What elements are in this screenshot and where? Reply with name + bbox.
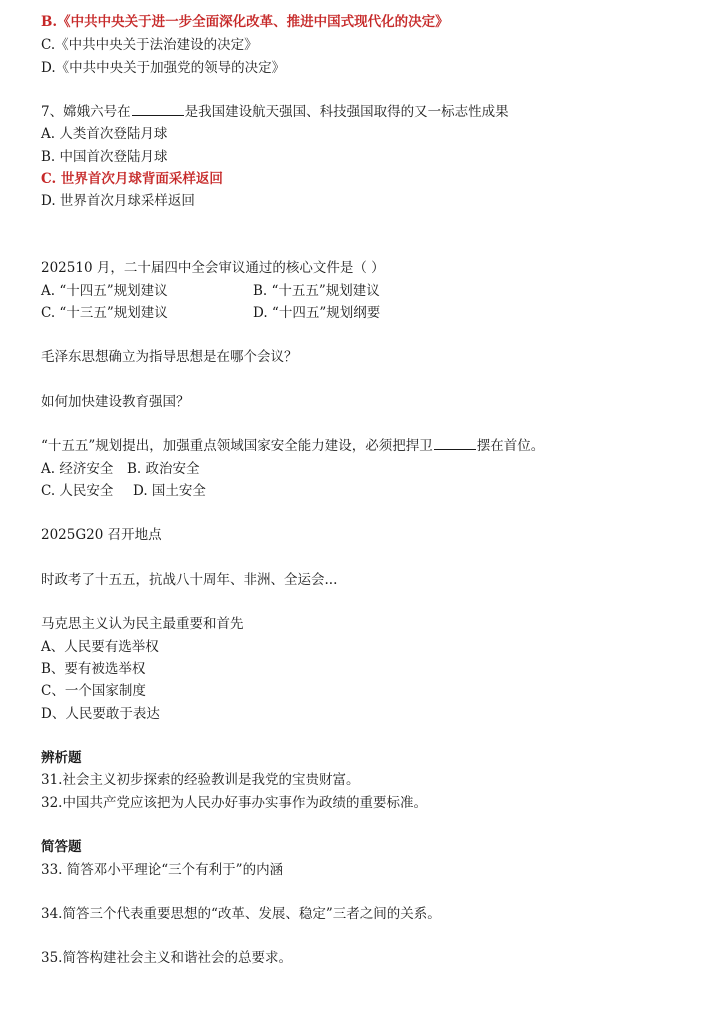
question-7-stem-after: 是我国建设航天强国、科技强国取得的又一标志性成果 xyxy=(184,104,509,120)
current-affairs-note: 时政考了十五五，抗战八十周年、非洲、全运会... xyxy=(41,572,338,588)
marx-question-stem: 马克思主义认为民主最重要和首先 xyxy=(41,616,244,632)
q7-option-c-correct: C. 世界首次月球背面采样返回 xyxy=(41,171,223,187)
analysis-item-32: 32.中国共产党应该把为人民办好事办实事作为政绩的重要标准。 xyxy=(41,795,427,811)
marx-option-d: D、人民要敢于表达 xyxy=(41,706,160,722)
short-answer-item-35: 35.简答构建社会主义和谐社会的总要求。 xyxy=(41,950,292,966)
analysis-heading: 辨析题 xyxy=(41,750,82,766)
analysis-item-31: 31.社会主义初步探索的经验教训是我党的宝贵财富。 xyxy=(41,772,360,788)
option-d: D.《中共中央关于加强党的领导的决定》 xyxy=(41,60,286,76)
security-option-c: C. 人民安全 xyxy=(41,483,114,499)
q7-option-b: B. 中国首次登陆月球 xyxy=(41,149,168,165)
education-question: 如何加快建设教育强国？ xyxy=(41,394,190,410)
security-stem-after: 摆在首位。 xyxy=(476,438,545,454)
short-answer-item-33: 33. 简答邓小平理论“三个有利于”的内涵 xyxy=(41,862,284,878)
fill-blank xyxy=(434,437,476,450)
option-b-correct: B.《中共中央关于进一步全面深化改革、推进中国式现代化的决定》 xyxy=(41,14,449,30)
marx-option-a: A、人民要有选举权 xyxy=(41,639,159,655)
security-stem-before: “十五五”规划提出，加强重点领域国家安全能力建设，必须把捍卫 xyxy=(41,438,433,454)
q7-option-a: A. 人类首次登陆月球 xyxy=(41,126,168,142)
security-options-row-1 xyxy=(41,460,200,478)
mao-question: 毛泽东思想确立为指导思想是在哪个会议？ xyxy=(41,349,298,365)
marx-option-b: B、要有被选举权 xyxy=(41,661,146,677)
plenum-options-row-2 xyxy=(41,304,381,322)
plenum-option-c: C. “十三五”规划建议 xyxy=(41,305,168,321)
short-answer-heading: 简答题 xyxy=(41,839,82,855)
plenum-options-row-1 xyxy=(41,282,380,300)
question-7-stem xyxy=(41,103,509,121)
question-7-stem-before: 7、嫦娥六号在 xyxy=(41,104,131,120)
q7-option-d: D. 世界首次月球采样返回 xyxy=(41,193,195,209)
security-options-row-2 xyxy=(41,482,206,500)
security-option-d: D. 国土安全 xyxy=(133,483,206,499)
plenum-option-a: A. “十四五”规划建议 xyxy=(41,283,168,299)
security-option-a: A. 经济安全 xyxy=(41,461,114,477)
plenum-option-d: D. “十四五”规划纲要 xyxy=(253,305,381,321)
plenum-option-b: B. “十五五”规划建议 xyxy=(253,283,380,299)
option-c: C.《中共中央关于法治建设的决定》 xyxy=(41,37,258,53)
g20-question: 2025G20 召开地点 xyxy=(41,527,162,543)
plenum-question-stem: 202510 月，二十届四中全会审议通过的核心文件是（ ） xyxy=(41,260,385,276)
fill-blank xyxy=(132,103,184,116)
security-option-b: B. 政治安全 xyxy=(127,461,200,477)
marx-option-c: C、一个国家制度 xyxy=(41,683,146,699)
short-answer-item-34: 34.简答三个代表重要思想的“改革、发展、稳定”三者之间的关系。 xyxy=(41,906,441,922)
security-question-stem xyxy=(41,437,544,455)
